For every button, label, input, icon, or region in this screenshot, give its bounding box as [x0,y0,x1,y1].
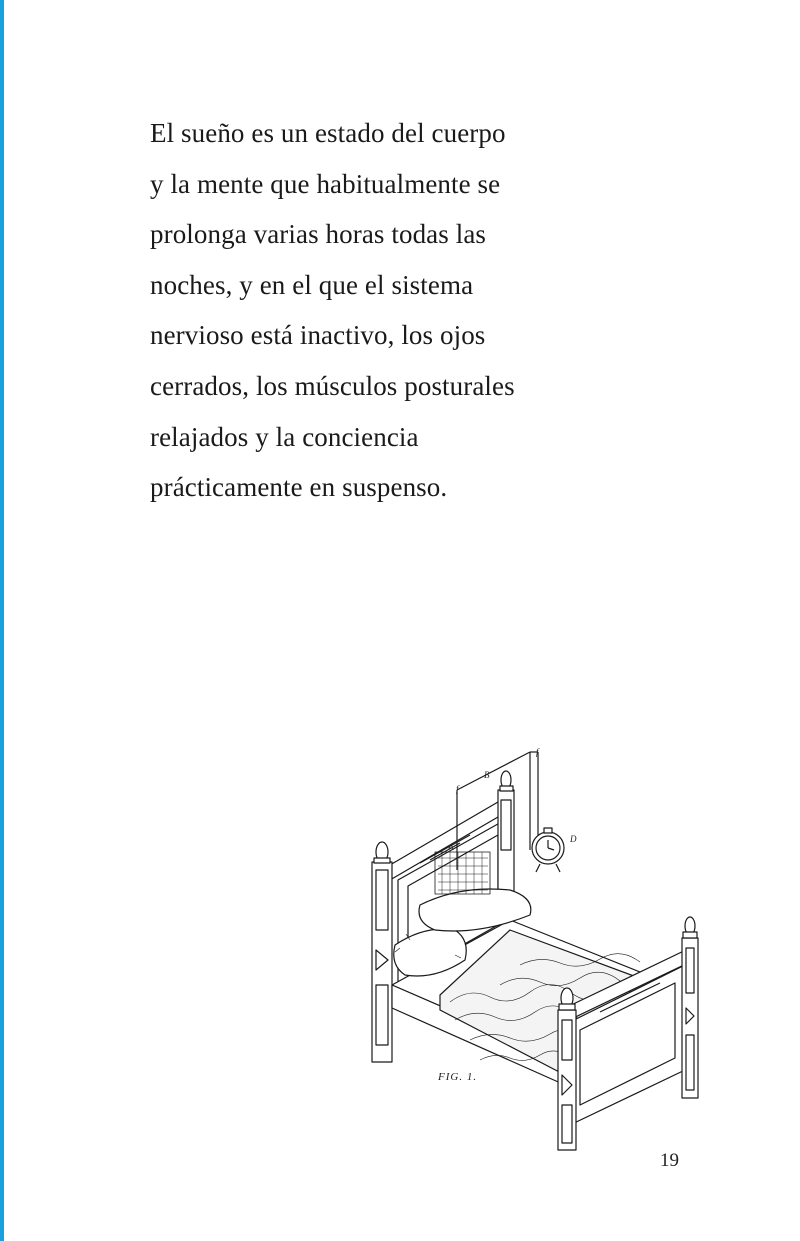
paragraph-line: cerrados, los músculos posturales [150,370,515,401]
paragraph-line: relajados y la conciencia [150,421,419,452]
head-post-left [372,842,392,1062]
foot-post-left [558,988,576,1150]
paragraph-line: noches, y en el que el sistema [150,269,474,300]
paragraph-line: El sueño es un estado del cuerpo [150,118,506,148]
annotation-d: D [570,834,577,844]
paragraph-line: prolonga varias horas todas las [150,219,487,250]
page-edge-bar [0,0,4,1241]
annotation-a: A [448,842,454,852]
figure-label: FIG. 1. [438,1071,478,1083]
paragraph [150,108,610,513]
paragraph-line: prácticamente en suspenso. [150,472,448,503]
annotation-f-left: f [456,784,459,794]
annotation-b: B [484,770,490,780]
foot-post-right [682,917,698,1098]
alarm-clock [532,828,564,872]
page-number: 19 [660,1150,679,1171]
annotation-f-right: f [536,747,539,757]
paragraph-line: y la mente que habitualmente se [150,168,501,199]
paragraph-line: nervioso está inactivo, los ojos [150,320,486,351]
bed-illustration [360,740,720,1160]
